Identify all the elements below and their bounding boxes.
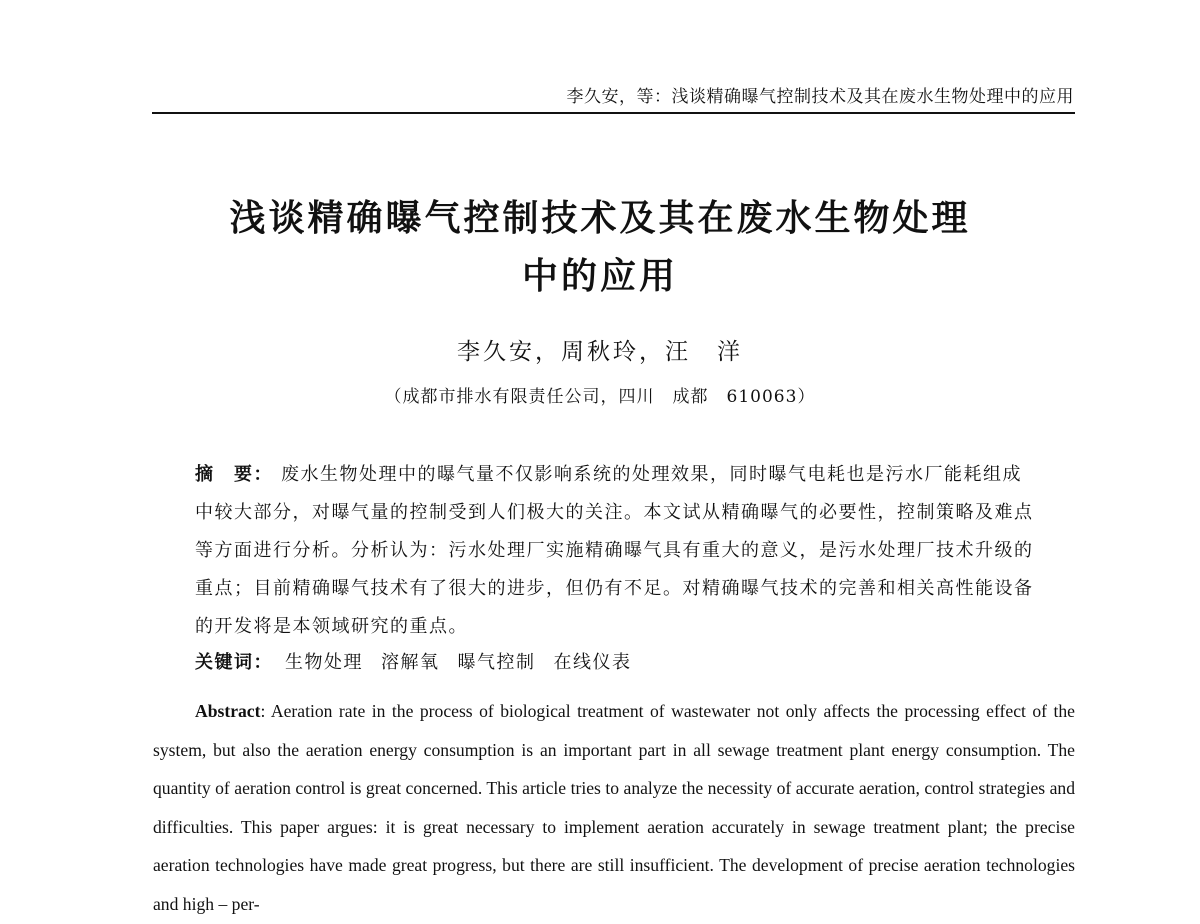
keywords (195, 648, 1035, 674)
keyword: 曝气控制 (457, 652, 536, 673)
chinese-abstract (195, 456, 1035, 646)
english-abstract-separator: : (260, 701, 271, 721)
keyword: 溶解氧 (381, 652, 440, 673)
title-line-1: 浅谈精确曝气控制技术及其在废水生物处理 (229, 198, 971, 239)
keyword: 生物处理 (285, 652, 363, 673)
running-head: 李久安，等：浅谈精确曝气控制技术及其在废水生物处理中的应用 (566, 87, 1074, 107)
header-rule (152, 112, 1075, 114)
keyword: 在线仪表 (553, 652, 632, 673)
affiliation: （成都市排水有限责任公司，四川 成都 610063） (384, 387, 816, 407)
chinese-abstract-label: 摘 要： (195, 464, 273, 485)
title-line-2: 中的应用 (521, 256, 678, 297)
chinese-abstract-text: 废水生物处理中的曝气量不仅影响系统的处理效果，同时曝气电耗也是污水厂能耗组成中较大部分，对曝气量的控制受到人们极大的关注。本文试从精确曝气的必要性，控制策略及难点等方面进行分析。分析认为：污水处理厂实施精确曝气具有重大的意义，是污水处理厂技术升级的重点；目前精确曝气技术有了很大的进步，但仍有不足。对精确曝气技术的完善和相关高性能设备的开发将是本领域研究的重点。 (195, 464, 1034, 637)
keywords-label: 关键词： (195, 652, 273, 673)
paper-title (0, 190, 1200, 306)
english-abstract-label: Abstract (195, 701, 261, 721)
english-abstract (153, 692, 1075, 924)
author-list: 李久安，周秋玲，汪 洋 (457, 339, 743, 365)
english-abstract-text: Aeration rate in the process of biological treatment of wastewater not only affects the processing effect of the system, but also the aeration energy consumption is an important part in all sewage treatment plant energy consumption. The quantity of aeration control is great concerned. This article tries to analyze the necessity of accurate aeration, control strategies and difficulties. This paper argues: it is great necessary to implement aeration accurately in sewage treatment plant; the precise aeration technologies have made great progress, but there are still insufficient. The development of precise aeration technologies and high – per- (153, 701, 1075, 914)
